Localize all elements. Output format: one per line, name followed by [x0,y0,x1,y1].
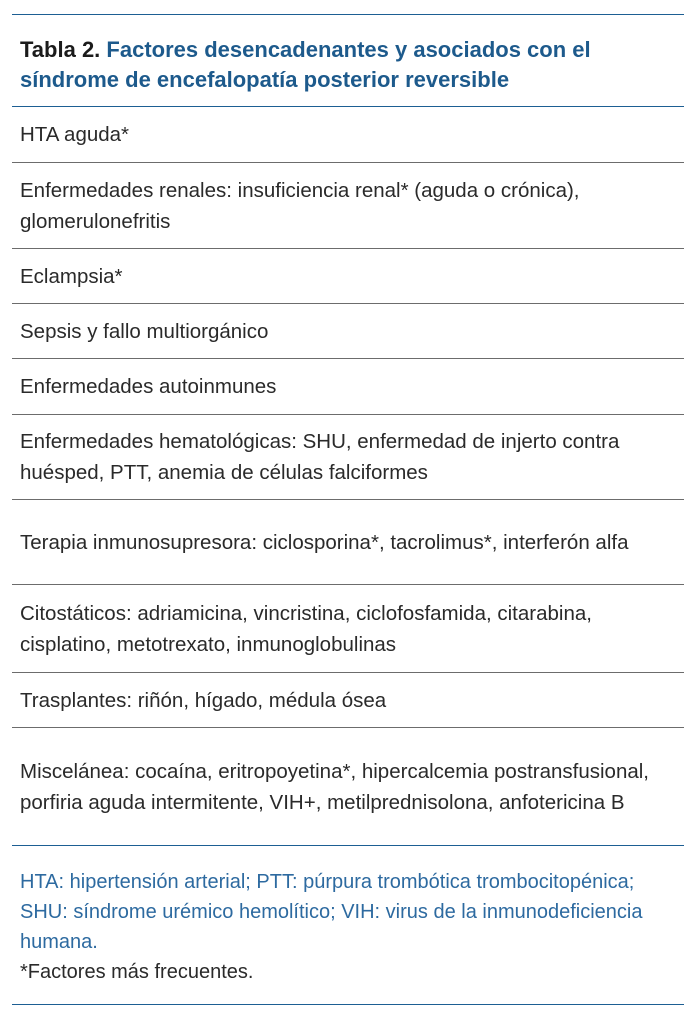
abbreviations-note: HTA: hipertensión arterial; PTT: púrpura trombótica trombocitopénica; SHU: síndrome urémico hemolítico; VIH: virus de la inmunodeficiencia humana. [20,871,643,953]
table-row: Citostáticos: adriamicina, vincristina, ciclofosfamida, citarabina, cisplatino, metotrexato, inmunoglobulinas [12,585,684,673]
table-body [12,107,684,846]
table-row: Enfermedades autoinmunes [12,359,684,415]
table-row: Trasplantes: riñón, hígado, médula ósea [12,673,684,728]
table-footnote [20,867,680,987]
table-row: Eclampsia* [12,249,684,304]
bottom-divider [12,1004,684,1005]
table-title-text: Factores desencadenantes y asociados con el síndrome de encefalopatía posterior reversible [20,37,591,92]
table-row: Miscelánea: cocaína, eritropoyetina*, hipercalcemia postransfusional, porfiria aguda intermitente, VIH+, metilprednisolona, anfotericina B [12,728,684,846]
table-row: HTA aguda* [12,107,684,163]
table-row: Enfermedades renales: insuficiencia renal* (aguda o crónica), glomerulonefritis [12,163,684,249]
table-row: Enfermedades hematológicas: SHU, enfermedad de injerto contra huésped, PTT, anemia de células falciformes [12,415,684,500]
table-label: Tabla 2. [20,37,101,62]
table-row: Terapia inmunosupresora: ciclosporina*, tacrolimus*, interferón alfa [12,500,684,585]
table-title [20,35,680,95]
top-divider [12,14,684,15]
table-row: Sepsis y fallo multiorgánico [12,304,684,359]
frequency-note: *Factores más frecuentes. [20,961,254,983]
